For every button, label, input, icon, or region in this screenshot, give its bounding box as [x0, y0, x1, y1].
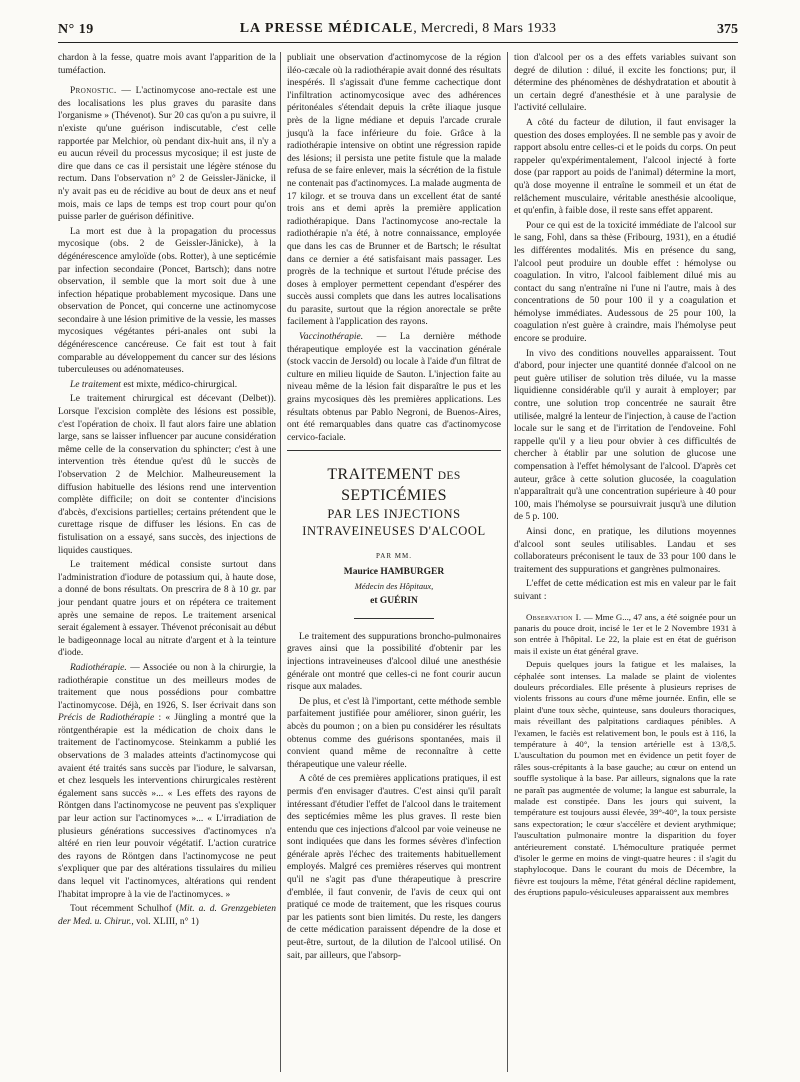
issue-number: N° 19 — [58, 22, 94, 37]
page-header — [58, 18, 738, 43]
paragraph: Ainsi donc, en pratique, les dilutions moyennes d'alcool sont seules utilisables. Landau et ses collaborateurs préconisent le taux de 33 pour 100 dans le traitement des suppurations et gangrènes pulmonaires. — [514, 526, 736, 575]
author-affiliation: Médecin des Hôpitaux, — [354, 580, 434, 591]
section-label: Radiothérapie. — [70, 662, 127, 673]
column-rule-2 — [507, 52, 508, 1072]
observation-paragraph: Observation I. — Mme G..., 47 ans, a été soignée pour un panaris du pouce droit, incisé le 1er et le 2 Novembre 1931 à son entrée à l'hôpital. Le 22, la plaie est en état de guérison mais il existe un état général grave. — [514, 611, 736, 656]
issue-date: Mercredi, 8 Mars 1933 — [420, 21, 557, 36]
paragraph: publiait une observation d'actinomycose de la région iléo-cæcale où la radiothérapie avait donné des résultats inespérés. Il s'agissait d'une femme cachectique dont l'infiltration actinomycosique avec des adhérences péritonéales s'étendait depuis la crête iliaque jusque près de la ligne médiane et depuis l'arcade crurale jusqu'à la face inférieure du foie. Grâce à la radiothérapie intensive on obtint une régression rapide des lésions; il persista une petite fistule que la malade refusa de se faire enlever, mais la sécrétion de la fistule ne contenait pas d'actinomyces. La malade augmenta de 17 kilogr. et se trouva dans un excellent état de santé trois ans et demi après la première application radiothérapique. Dans l'actinomycose ano-rectale la radiothérapie n'a été, à notre connaissance, employée que dans les cas de Brunner et de Bartsch; le résultat dans ce dernier a été satisfaisant mais passager. Les progrès de la technique et surtout l'étude précise des doses à employer permettent cependant d'espérer des succès aussi complets que dans les autres localisations du parasite, surtout que la région anorectale se prête facilement à l'application des rayons. — [287, 53, 501, 328]
observation-label: Observation I. — [526, 611, 582, 622]
paragraph: Le traitement chirurgical est décevant (Delbet)). Lorsque l'excision complète des lésions est possible, c'est l'opération de choix. Il faut alors faire une ablation large, sans se laisser influencer par aucune considération même celle de la conservation du sphincter; c'est à une intervention très étendue qu'est dû le succès de l'observation 2 de Melchior. Malheureusement la diffusion habituelle des lésions rend une intervention complète difficile; on doit se contenter d'incisions d'abcès, d'excisions partielles; certains prétendent que le curettage risque de diffuser les lésions. En cas de fistulisation on a essayé, sans succès, des injections de liquides caustiques. — [58, 394, 276, 556]
author-name: Maurice HAMBURGER — [343, 567, 445, 577]
column-2 — [287, 52, 501, 964]
section-label: Pronostic. — [70, 86, 117, 97]
paragraph: Vaccinothérapie. — La dernière méthode thérapeutique employée est la vaccination générale (stock vaccin de Jersold) ou locale à l'aide d'un filtrat de culture en milieu liquide de Sauton. L'injection faite au niveau même de la lésion fait disparaître le pus et les grains mycosiques dès les premières applications. Les résultats obtenus par Pablo Negroni, de Buenos-Aires, ont été remarquables dans quatre cas d'actinomycose cervico-faciale. — [287, 332, 501, 443]
title-rule — [354, 618, 434, 619]
byline-prefix: PAR MM. — [376, 552, 412, 561]
column-1 — [58, 52, 276, 930]
article-title-line-2: PAR LES INJECTIONS — [327, 507, 461, 522]
section-label: Le traitement — [70, 379, 121, 390]
paragraph: Le traitement est mixte, médico-chirurgical. — [70, 379, 238, 390]
paragraph: A côté de ces premières applications pratiques, il est permis d'en envisager d'autres. C'est ainsi qu'il paraît intéressant d'étudier l'effet de l'alcool dans le traitement des septicémies même les plus graves. Il reste bien entendu que ces injections d'alcool par voie veineuse ne sont indiquées que dans les formes sévères d'infection générale après l'échec des traitements habituellement employés. Malgré ces premières réserves qui montrent qu'il ne s'agit pas d'une thérapeutique à prescrire d'emblée, il faut convenir, de l'avis de ceux qui ont pratiqué ce mode de traitement, que les risques courus par les patients sont bien limités. Du reste, les dangers de cette médication paraissent dépendre de la dose et peut-être, surtout, de la dilution de l'alcool utilisé. On sait, par ailleurs, que l'absorp- — [287, 774, 501, 961]
paragraph: chardon à la fesse, quatre mois avant l'apparition de la tuméfaction. — [58, 53, 276, 76]
journal-name: LA PRESSE MÉDICALE — [239, 21, 414, 36]
paragraph: Pronostic. — L'actinomycose ano-rectale est une des localisations les plus graves du parasite dans l'organisme » (Thévenot). Sur 20 cas qu'on a pu suivre, il n'existe qu'une guérison indiscutable, c'est celle rapportée par Melchior, où pendant dix-huit ans, il n'y a eu aucun réveil du processus mycosique; il est juste de dire que dans ce cas il persistait une légère sténose du rectum. Dans l'observation n° 2 de Geissler-Jänicke, il n'y avait pas eu de récidive au bout de deux ans et neuf mois, mais ce laps de temps est trop court pour qu'on puisse parler de guérison définitive. — [58, 86, 276, 223]
paragraph: tion d'alcool per os a des effets variables suivant son degré de dilution : dilué, il excite les fonctions; pur, il détermine des phénomènes de déshydratation et aboutit à un certain degré d'anesthésie et à une paralysie de l'activité cellulaire. — [514, 53, 736, 114]
paragraph: Le traitement médical consiste surtout dans l'administration d'iodure de potassium qui, à haute dose, a donné de bons résultats. On prescrira de 8 à 10 gr. par jour pendant quatre jours et on répétera ce traitement après une semaine de repos. Le traitement arsenical serait également à essayer. Thévenot préconisait au début le badigeonnage local au nitrate d'argent et à la teinture d'iode. — [58, 560, 276, 659]
paragraph: Le traitement des suppurations broncho-pulmonaires graves ainsi que la possibilité d'obtenir par les injections intraveineuses d'alcool dilué une anesthésie générale ont montré que celles-ci ne font courir aucun risque aux malades. — [287, 631, 501, 693]
paragraph: La mort est due à la propagation du processus mycosique (obs. 2 de Geissler-Jänicke), à la dégénérescence amyloïde (obs. Rotter), à une septicémie par infection secondaire (Poncet, Bartsch); dans notre observation, il semble que la mort soit due à une infection hépatique probablement mycosique. Dans une observation de Poncet, qui concerne une actinomycose secondaire à une lésion primitive de la vessie, les masses mycosiques végétantes péri-anales ont subi la dégénérescence cancéreuse. Ce fait est tout à fait comparable au développement du cancer sur des lésions tuberculeuses ou adénomateuses. — [58, 226, 276, 376]
paragraph: L'effet de cette médication est mis en valeur par le fait suivant : — [514, 579, 736, 602]
paragraph: De plus, et c'est là l'important, cette méthode semble parfaitement justifiée pour améliorer, sinon guérir, les abcès du poumon ; on a bien pu considérer les résultats obtenus comme des guérisons spontanées, mais il convient quand même de reconnaître à cette thérapeutique une valeur réelle. — [287, 696, 501, 770]
paragraph: Pour ce qui est de la toxicité immédiate de l'alcool sur le sang, Fohl, dans sa thèse (Fribourg, 1931), en a étudié les différentes modalités. Mis en présence du sang, l'alcool peut produire un double effet : hémolyse ou coagulation. In vitro, l'alcool faiblement dilué mis au contact du sang n'entraîne ni l'une ni l'autre, mais à des concentrations de 50 pour 100 il y a coagulation et hémolyse immédiates. Audessous de 25 pour 100, la coagulation n'est guère à craindre, mais l'hémolyse peut encore se produire. — [514, 220, 736, 345]
paragraph: Radiothérapie. — Associée ou non à la chirurgie, la radiothérapie constitue un des meilleurs modes de traitement que nous possédions pour combattre l'actinomycose. Déjà, en 1926, S. Iser écrivait dans son Précis de Radiothérapie : « Jüngling a montré que la röntgenthérapie est la médication de choix dans le traitement de l'actinomycose. Steinkamm a publié les observations de 3 malades atteints d'actinomycose qui avaient été traités sans succès par l'iodure, le salvarsan, et chez lesquels les interventions chirurgicales restèrent également sans succès »... « Les effets des rayons de Röntgen dans l'actinomycose ne peuvent pas s'expliquer par leur action sur l'actinomyces »... « L'irradiation de plusieurs générations successives d'actinomyces n'a altéré en rien leur pouvoir végétatif. L'action curatrice des rayons de Röntgen dans l'actinomycose ne peut s'expliquer que par des altérations tissulaires du milieu dans lequel vit l'actinomyces, altérations qui rendent l'habitat impropre à la vie de l'actinomyces. » — [58, 662, 276, 900]
paragraph: In vivo des conditions nouvelles apparaissent. Tout d'abord, pour injecter une quantité donnée d'alcool on ne peut guère utiliser de solution très diluée, vu la masse liquidienne considérable qu'il y aurait à employer; par contre, une solution trop concentrée ne saurait être utilisée, malgré la lenteur de l'injection, à cause de l'action locale sur le sang et de l'irritation de l'endoveine. Fohl rappelle qu'il y a lieu pour obvier à ces difficultés de chercher à établir par une solution de glucose une compensation à l'effet hémolysant de l'alcool. D'après cet auteur, grâce à cette solution glucosée, la coagulation n'apparaîtrait qu'à une concentration supérieure à 40 pour 100, mais l'hémolyse se poursuivrait jusqu'à une dilution de 5 p. 100. — [514, 348, 736, 523]
page-number: 375 — [717, 22, 738, 37]
article-title-block — [287, 465, 501, 618]
author-name: et GUÉRIN — [370, 596, 418, 607]
column-rule-1 — [280, 52, 281, 1072]
paragraph: Tout récemment Schulhof (Mit. a. d. Grenzgebieten der Med. u. Chirur., vol. XLIII, n° 1) — [58, 904, 276, 927]
column-3 — [514, 52, 736, 901]
section-label: Vaccinothérapie. — [299, 332, 364, 343]
article-title: TRAITEMENT DES SEPTICÉMIES — [327, 466, 461, 505]
article-separator — [287, 450, 501, 451]
observation-paragraph: Depuis quelques jours la fatigue et les malaises, la céphalée sont intenses. La malade se plaint de violentes douleurs précordiales. Elle présente à plusieurs reprises de violents frissons au cours d'une même journée. Enfin, elle se plaint d'une toux sèche, quinteuse, sans douleurs thoraciques, mais réveillant des palpitations cardiaques pénibles. A l'examen, le faciès est relativement bon, le pouls est à 116, la température à 40°, la tension artérielle est à 13/8,5. L'auscultation du poumon met en évidence un petit foyer de râles sous-crépitants à la base gauche; au cœur on entend un souffle systolique à la base. Par ailleurs, signalons que la rate ne paraît pas augmentée de volume; la langue est saburrale, la malade est constipée. Dans les jours qui suivent, la température est toujours aussi élevée, 39°-40°, la toux persiste sans expectoration; le cœur s'accélère et devient arythmique; l'auscultation pulmonaire montre la disparition du foyer antérieurement constaté. L'hémoculture pratiquée permet d'isoler le germe en moins de vingt-quatre heures : il s'agit du staphylocoque. Dans le courant du mois de Décembre, la fièvre est toujours la même, l'état général décline rapidement, des éruptions papulo-vésiculeuses apparaissent aux membres — [514, 659, 736, 898]
running-title: LA PRESSE MÉDICALE, Mercredi, 8 Mars 1933 — [239, 21, 557, 36]
paragraph: A côté du facteur de dilution, il faut envisager la question des doses employées. Il ne semble pas y avoir de rapport absolu entre celles-ci et le poids du corps. On peut rappeler qu'expérimentalement, l'alcool injecté à forte dose (par rapport au poids de l'animal) détermine la mort, qu'à dose moyenne il entraîne le sommeil et un état de relâchement musculaire, véritable anesthésie alcoolique, et qu'enfin, à faible dose, il reste sans effet apparent. — [514, 117, 736, 217]
article-title-line-3: INTRAVEINEUSES D'ALCOOL — [302, 524, 486, 539]
